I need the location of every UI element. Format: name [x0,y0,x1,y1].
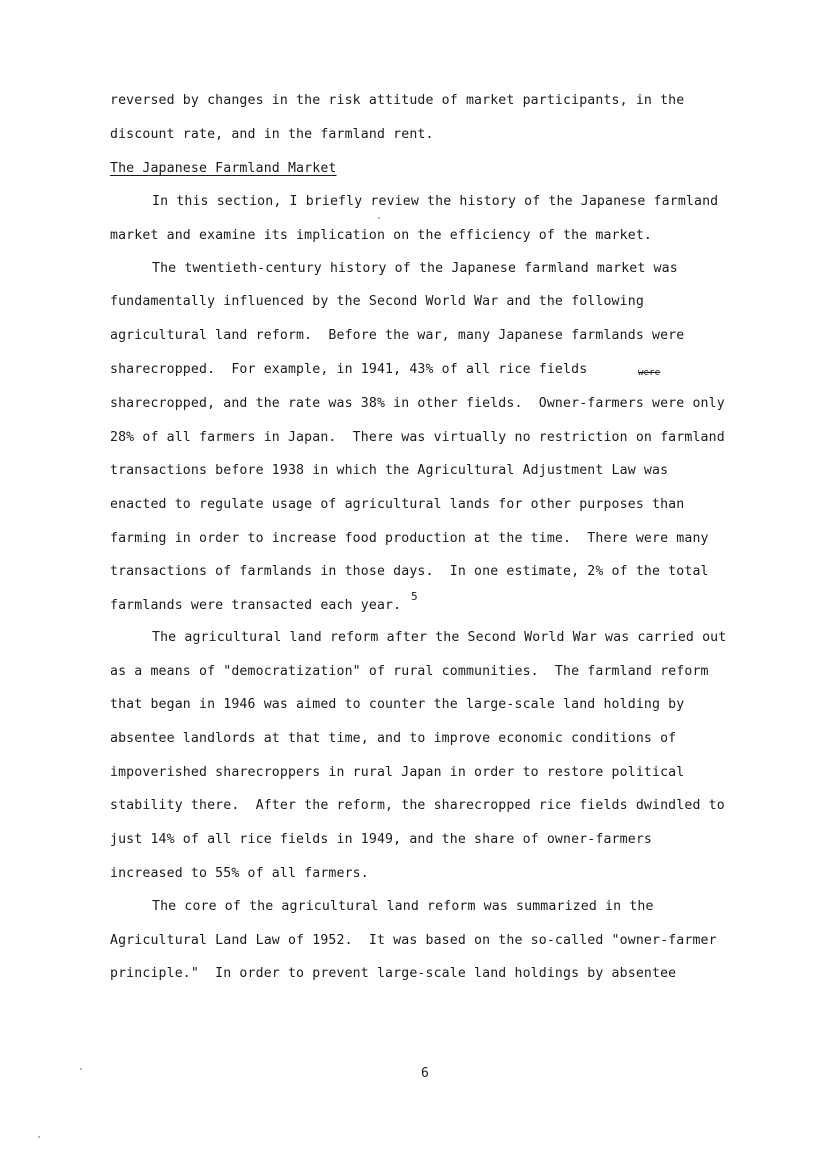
section-heading: The Japanese Farmland Market [110,161,337,176]
text-line: absentee landlords at that time, and to improve economic conditions of [110,731,677,746]
text-line: The agricultural land reform after the Second World War was carried out [152,630,727,645]
text-line: The core of the agricultural land reform was summarized in the [152,899,654,914]
scan-speck [378,217,380,219]
text-line: increased to 55% of all farmers. [110,866,369,881]
text-line: farmlands were transacted each year. [110,598,402,613]
text-line: Agricultural Land Law of 1952. It was based on the so-called "owner-farmer [110,933,717,948]
text-line: agricultural land reform. Before the war, many Japanese farmlands were [110,328,685,343]
struck-word: were [638,368,661,378]
text-line: transactions before 1938 in which the Agricultural Adjustment Law was [110,463,669,478]
text-line: transactions of farmlands in those days. In one estimate, 2% of the total [110,564,709,579]
text-line: impoverished sharecroppers in rural Japan in order to restore political [110,765,685,780]
text-line: discount rate, and in the farmland rent. [110,127,434,142]
text-line: as a means of "democratization" of rural communities. The farmland reform [110,664,709,679]
text-line: fundamentally influenced by the Second World War and the following [110,294,644,309]
footnote-marker: 5 [411,590,418,603]
text-line: 28% of all farmers in Japan. There was virtually no restriction on farmland [110,430,725,445]
text-line: just 14% of all rice fields in 1949, and the share of owner-farmers [110,832,652,847]
text-line: sharecropped, and the rate was 38% in other fields. Owner-farmers were only [110,396,725,411]
text-line: market and examine its implication on the efficiency of the market. [110,228,652,243]
scan-speck [38,1136,40,1138]
text-line: stability there. After the reform, the sharecropped rice fields dwindled to [110,798,725,813]
scan-speck [80,1068,82,1070]
text-line: sharecropped. For example, in 1941, 43% of all rice fields [110,362,588,377]
page-number: 6 [421,1066,429,1081]
text-line: The twentieth-century history of the Japanese farmland market was [152,261,678,276]
text-line: reversed by changes in the risk attitude of market participants, in the [110,93,685,108]
text-line: farming in order to increase food production at the time. There were many [110,531,709,546]
text-line: enacted to regulate usage of agricultural lands for other purposes than [110,497,685,512]
text-line: that began in 1946 was aimed to counter the large-scale land holding by [110,697,685,712]
text-line: principle." In order to prevent large-scale land holdings by absentee [110,966,677,981]
text-line: In this section, I briefly review the history of the Japanese farmland [152,194,719,209]
